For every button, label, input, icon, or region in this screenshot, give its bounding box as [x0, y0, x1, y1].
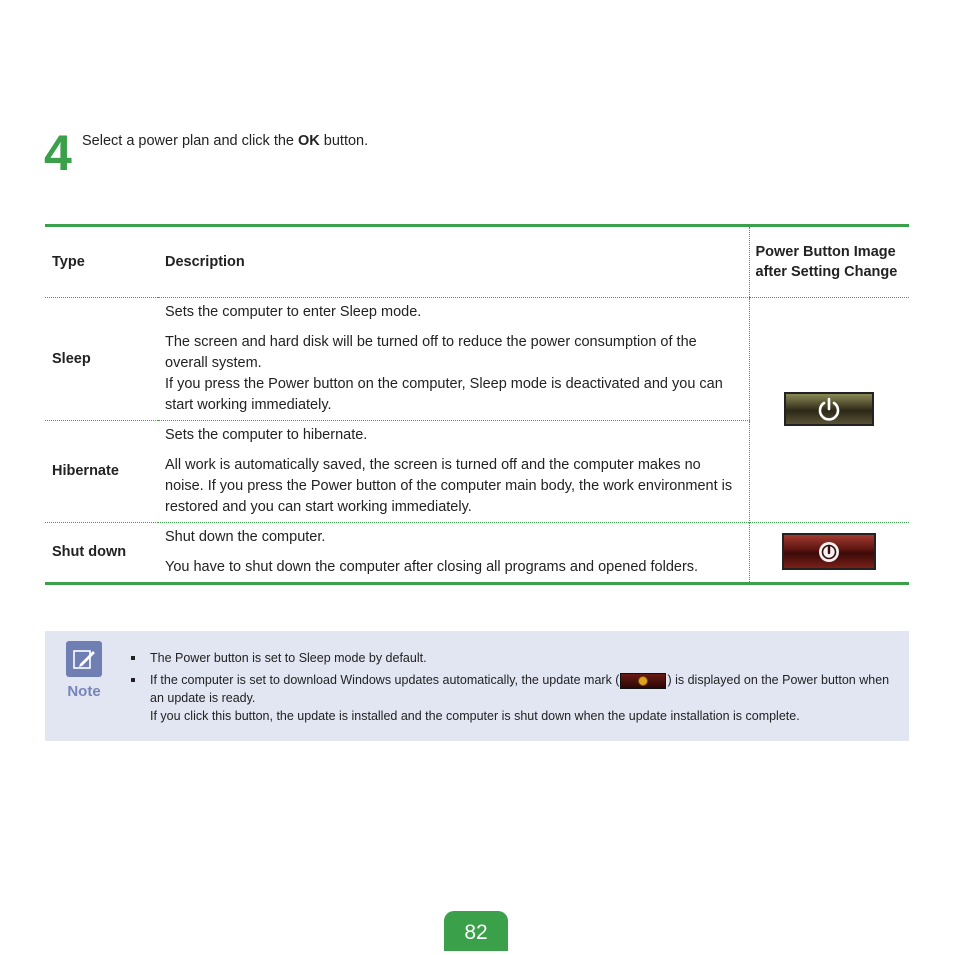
note-text: ) is displayed on the Power button when an update is ready.	[150, 673, 890, 705]
table-header-row	[45, 226, 909, 298]
step-instruction	[82, 133, 368, 149]
note-pencil-icon	[66, 641, 102, 677]
step-number: 4	[44, 125, 72, 181]
description-text: You have to shut down the computer after closing all programs and opened folders.	[165, 559, 699, 575]
row-description-sleep	[158, 298, 749, 421]
table-row-shutdown	[45, 523, 909, 584]
description-text: The screen and hard disk will be turned off to reduce the power consumption of the overall system.	[165, 334, 697, 371]
note-item	[131, 671, 891, 725]
description-lead: Sets the computer to enter Sleep mode.	[165, 304, 422, 320]
description-text: All work is automatically saved, the screen is turned off and the computer makes no noise. If you press the Power button of the computer main body, the work environment is restored and you can start working immediately.	[165, 457, 733, 515]
table-row-sleep	[45, 298, 909, 421]
row-type-sleep: Sleep	[45, 298, 158, 421]
description-lead: Shut down the computer.	[165, 529, 326, 545]
note-text: If the computer is set to download Windows updates automatically, the update mark (	[150, 673, 620, 687]
bullet-icon	[131, 678, 135, 682]
row-type-hibernate: Hibernate	[45, 421, 158, 523]
bullet-icon	[131, 656, 135, 660]
header-description: Description	[158, 226, 749, 298]
power-image-cell-shutdown	[749, 523, 909, 584]
power-image-cell-sleep	[749, 298, 909, 523]
update-mark-icon	[620, 673, 666, 689]
note-list	[131, 649, 891, 729]
note-item	[131, 649, 891, 667]
step-text-before: Select a power plan and click the	[82, 133, 299, 149]
step-text-ok: OK	[298, 133, 320, 149]
update-dot	[638, 676, 648, 686]
power-plan-table	[45, 224, 909, 585]
step-text-after: button.	[319, 133, 369, 149]
header-type: Type	[45, 226, 158, 298]
note-label: Note	[67, 683, 101, 700]
row-description-shutdown	[158, 523, 749, 584]
note-box	[45, 631, 909, 741]
row-type-shutdown: Shut down	[52, 544, 127, 560]
row-description-hibernate	[158, 421, 749, 523]
description-lead: Sets the computer to hibernate.	[165, 427, 368, 443]
description-text: If you press the Power button on the computer, Sleep mode is deactivated and you can start working immediately.	[165, 376, 723, 413]
note-text: If you click this button, the update is installed and the computer is shut down when the update installation is complete.	[150, 709, 800, 723]
note-text: The Power button is set to Sleep mode by default.	[150, 651, 427, 665]
power-button-shutdown-icon	[782, 533, 876, 570]
power-button-sleep-icon	[784, 392, 874, 426]
header-power-button-image: Power Button Image after Setting Change	[749, 226, 909, 298]
page-number: 82	[444, 911, 508, 951]
